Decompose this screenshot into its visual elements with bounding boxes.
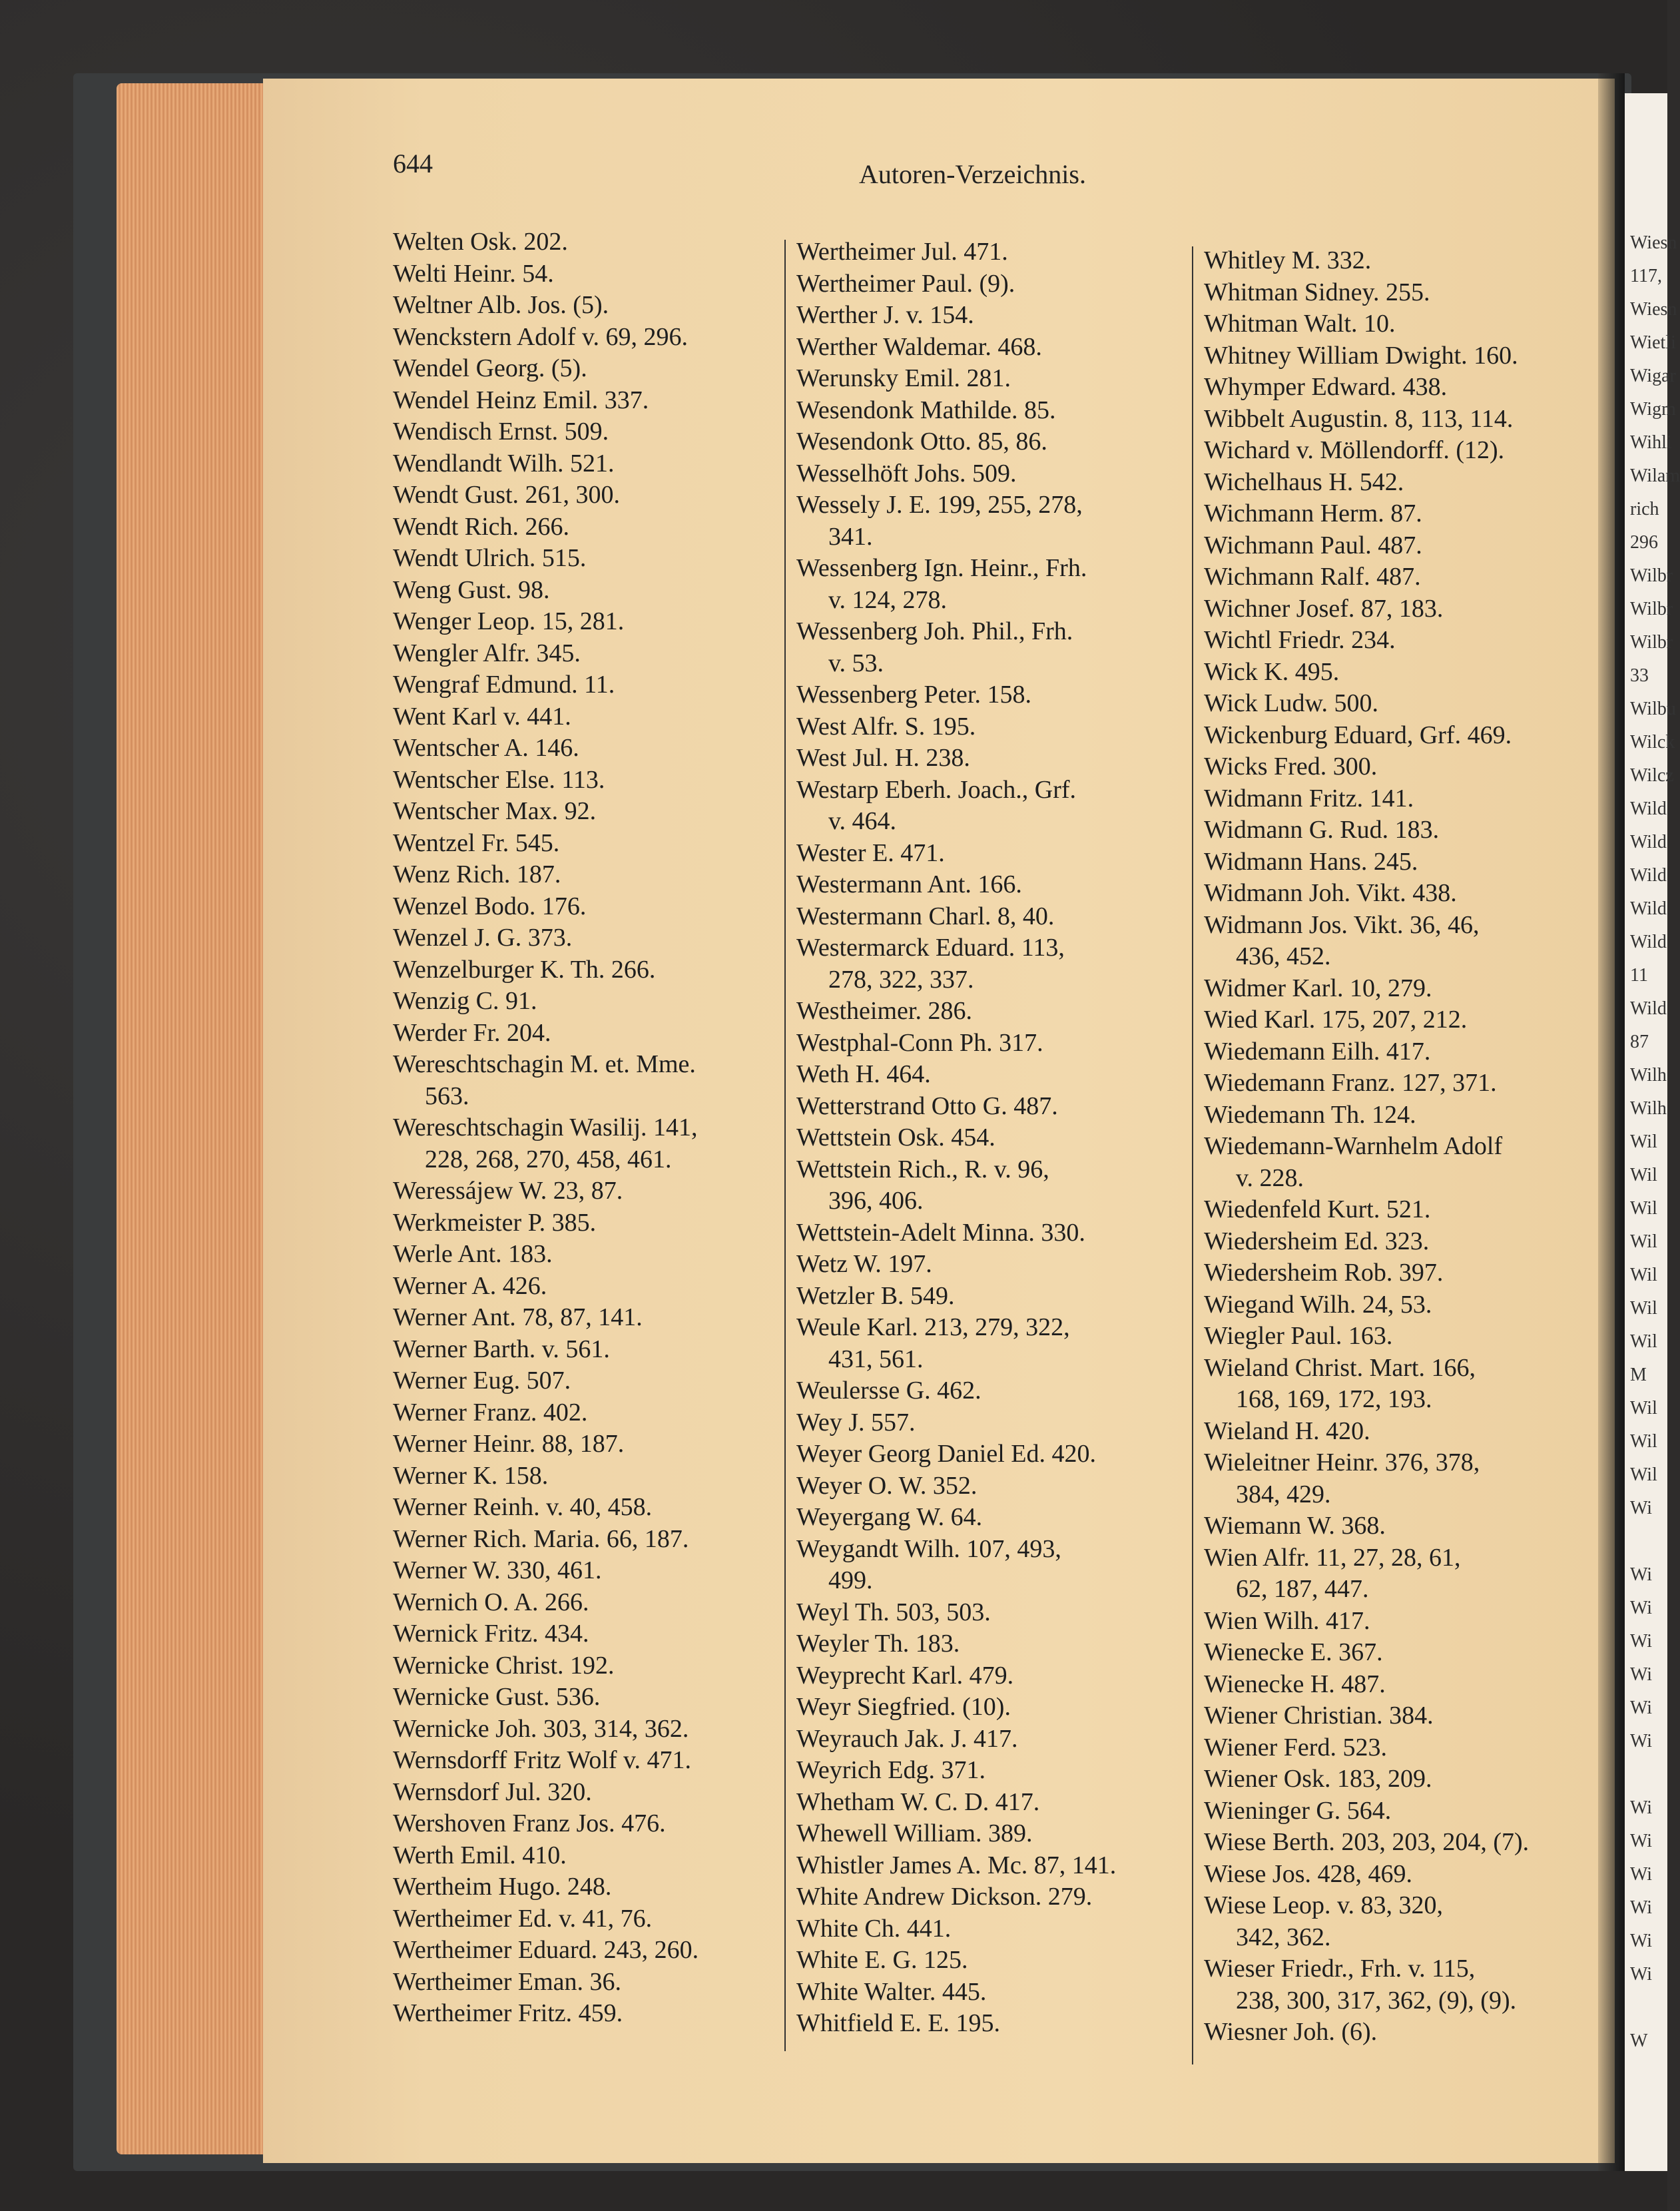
index-entry: Wiedemann-Warnhelm Adolf [1204, 1132, 1503, 1160]
index-entry: Werner Rich. Maria. 66, 187. [393, 1524, 689, 1553]
next-page-fragment: Wil [1630, 1431, 1657, 1452]
index-entry: Wiemann W. 368. [1204, 1512, 1386, 1540]
next-page-fragment: Wil [1630, 1331, 1657, 1352]
index-entry: Westermann Ant. 166. [796, 870, 1022, 898]
index-entry: Westphal-Conn Ph. 317. [796, 1028, 1043, 1057]
index-entry: Wien Alfr. 11, 27, 28, 61, [1204, 1543, 1461, 1572]
index-entry: Wertheimer Paul. (9). [796, 269, 1015, 298]
index-entry: Wieninger G. 564. [1204, 1796, 1392, 1825]
index-entry: Whymper Edward. 438. [1204, 373, 1448, 401]
next-page-fragment: Wilbu [1630, 699, 1676, 719]
index-entry: 238, 300, 317, 362, (9), (9). [1236, 1986, 1517, 2015]
index-entry: Weng Gust. 98. [393, 575, 550, 604]
index-entry: Wiedersheim Rob. 397. [1204, 1259, 1444, 1287]
index-entry: Wiener Ferd. 523. [1204, 1733, 1387, 1761]
index-entry: 563. [425, 1082, 469, 1110]
next-page-fragment: Wild [1630, 798, 1667, 819]
index-entry: Wienecke H. 487. [1204, 1670, 1386, 1698]
index-entry: Werner K. 158. [393, 1461, 549, 1490]
next-page-fragment: Wilam [1630, 466, 1680, 486]
index-entry: Wiener Christian. 384. [1204, 1702, 1434, 1730]
index-entry: Wiegler Paul. 163. [1204, 1322, 1393, 1350]
next-page-fragment: Wild [1630, 832, 1667, 852]
next-page-fragment: Wild [1630, 998, 1667, 1019]
index-entry: Widmann G. Rud. 183. [1204, 816, 1440, 844]
index-column-1 [393, 226, 766, 2030]
index-entry: Wesendonk Otto. 85, 86. [796, 428, 1047, 456]
next-page-fragment: Wilh [1630, 1098, 1667, 1119]
index-entry: 431, 561. [828, 1345, 924, 1373]
index-entry: Widmann Joh. Vikt. 438. [1204, 879, 1457, 907]
index-entry: Wiedemann Th. 124. [1204, 1100, 1416, 1129]
index-entry: Wendisch Ernst. 509. [393, 418, 609, 446]
index-entry: v. 228. [1236, 1163, 1304, 1192]
index-entry: Werner Franz. 402. [393, 1398, 588, 1426]
index-entry: Wichelhaus H. 542. [1204, 468, 1404, 496]
index-entry: Wettstein Osk. 454. [796, 1123, 995, 1151]
next-page-fragment: Wi [1630, 1931, 1653, 1951]
index-entry: v. 464. [828, 807, 897, 835]
index-entry: Wessenberg Peter. 158. [796, 681, 1031, 709]
index-entry: Wesendonk Mathilde. 85. [796, 396, 1056, 424]
index-entry: Weyprecht Karl. 479. [796, 1661, 1014, 1690]
index-entry: Werther Waldemar. 468. [796, 332, 1042, 361]
next-page-fragment: Wilh [1630, 1065, 1667, 1086]
index-entry: Whewell William. 389. [796, 1819, 1033, 1847]
next-page-fragment: Wi [1630, 1831, 1653, 1851]
index-entry: Wick K. 495. [1204, 657, 1340, 686]
next-page-fragment: M [1630, 1365, 1647, 1385]
index-entry: Wenzelburger K. Th. 266. [393, 955, 656, 984]
next-page-fragment: Wilbr [1630, 632, 1673, 653]
index-entry: Weth H. 464. [796, 1060, 931, 1088]
index-entry: Wied Karl. 175, 207, 212. [1204, 1006, 1468, 1034]
index-entry: Wernicke Gust. 536. [393, 1683, 601, 1711]
index-entry: v. 124, 278. [828, 585, 948, 614]
index-entry: Wichmann Paul. 487. [1204, 531, 1422, 559]
index-entry: Werle Ant. 183. [393, 1240, 553, 1268]
index-entry: Whistler James A. Mc. 87, 141. [796, 1851, 1117, 1879]
index-entry: White E. G. 125. [796, 1946, 968, 1974]
index-entry: Wetz W. 197. [796, 1250, 932, 1278]
index-entry: Weyl Th. 503, 503. [796, 1598, 991, 1626]
index-entry: 499. [828, 1566, 873, 1594]
next-page-fragment: Wil [1630, 1198, 1657, 1219]
next-page-fragment: Wil [1630, 1131, 1657, 1152]
next-page-fragment: Wi [1630, 1631, 1653, 1652]
index-entry: Werner Barth. v. 561. [393, 1335, 610, 1363]
index-entry: Wenger Leop. 15, 281. [393, 607, 625, 635]
index-entry: Whitman Walt. 10. [1204, 310, 1396, 338]
index-entry: Wichner Josef. 87, 183. [1204, 594, 1444, 623]
index-entry: Werner A. 426. [393, 1271, 547, 1300]
index-entry: Widmann Fritz. 141. [1204, 784, 1414, 812]
index-entry: Wessenberg Joh. Phil., Frh. [796, 617, 1073, 645]
index-entry: Wiese Leop. v. 83, 320, [1204, 1891, 1444, 1919]
index-entry: Werner Heinr. 88, 187. [393, 1430, 625, 1458]
index-entry: Weyrich Edg. 371. [796, 1756, 985, 1784]
index-entry: Weressájew W. 23, 87. [393, 1177, 623, 1205]
index-entry: Weyergang W. 64. [796, 1503, 983, 1531]
index-entry: Whitman Sidney. 255. [1204, 278, 1430, 306]
index-entry: Werder Fr. 204. [393, 1018, 551, 1047]
index-entry: Wester E. 471. [796, 838, 945, 867]
next-page-fragment: Wi [1630, 1731, 1653, 1751]
next-page-fragment: Wil [1630, 1231, 1657, 1252]
next-page-fragment: Wil [1630, 1265, 1657, 1285]
index-entry: Wiese Jos. 428, 469. [1204, 1859, 1412, 1888]
index-entry: Wieland Christ. Mart. 166, [1204, 1353, 1476, 1382]
index-entry: Welten Osk. 202. [393, 228, 568, 256]
index-entry: Wentzel Fr. 545. [393, 828, 560, 857]
index-entry: Welti Heinr. 54. [393, 259, 554, 288]
next-page-fragment: 117, [1630, 266, 1662, 286]
index-entry: Werner Ant. 78, 87, 141. [393, 1303, 643, 1331]
next-page-fragment: Wiesn [1630, 299, 1677, 320]
index-entry: Wernsdorff Fritz Wolf v. 471. [393, 1746, 692, 1774]
index-entry: Weule Karl. 213, 279, 322, [796, 1313, 1070, 1341]
index-entry: 396, 406. [828, 1187, 924, 1215]
index-entry: Wiedenfeld Kurt. 521. [1204, 1195, 1431, 1223]
index-entry: Weltner Alb. Jos. (5). [393, 291, 609, 319]
index-entry: Wiese Berth. 203, 203, 204, (7). [1204, 1828, 1530, 1856]
index-entry: Whitney William Dwight. 160. [1204, 341, 1518, 370]
next-page-fragment: Wilbr [1630, 565, 1673, 586]
index-entry: 168, 169, 172, 193. [1236, 1385, 1432, 1413]
index-entry: Weyler Th. 183. [796, 1630, 960, 1658]
next-page-fragment: Wi [1630, 1698, 1653, 1718]
next-page-fragment: 87 [1630, 1032, 1649, 1052]
next-page-fragment: Wilbr [1630, 599, 1673, 619]
next-page-fragment: Wi [1630, 1964, 1653, 1985]
index-entry: Went Karl v. 441. [393, 702, 571, 731]
next-page-fragments [1630, 226, 1680, 2131]
next-page-fragment: Wild [1630, 932, 1667, 952]
next-page-fragment: Wild [1630, 865, 1667, 886]
index-entry: Widmann Hans. 245. [1204, 847, 1418, 876]
index-entry: Wenckstern Adolf v. 69, 296. [393, 322, 689, 351]
index-entry: Wertheimer Fritz. 459. [393, 1999, 623, 2027]
index-entry: 62, 187, 447. [1236, 1575, 1369, 1603]
next-page-fragment: Wilcz [1630, 765, 1674, 786]
next-page-fragment: Wil [1630, 1165, 1657, 1185]
next-page-fragment: Wietli [1630, 332, 1676, 353]
index-entry: Whitley M. 332. [1204, 246, 1372, 274]
index-entry: Wien Wilh. 417. [1204, 1606, 1370, 1635]
next-page-fragment: Wi [1630, 1564, 1653, 1585]
index-entry: 341. [828, 522, 873, 551]
next-page-fragment: Wil [1630, 1398, 1657, 1419]
index-entry: Wiesner Joh. (6). [1204, 2018, 1378, 2046]
index-entry: Werther J. v. 154. [796, 301, 974, 329]
index-entry: Wiener Osk. 183, 209. [1204, 1765, 1432, 1793]
index-entry: Wettstein-Adelt Minna. 330. [796, 1218, 1085, 1247]
index-entry: Wetzler B. 549. [796, 1281, 955, 1310]
index-entry: Wicks Fred. 300. [1204, 753, 1378, 781]
index-entry: Wershoven Franz Jos. 476. [393, 1809, 666, 1837]
index-entry: Wiedersheim Ed. 323. [1204, 1227, 1430, 1255]
index-entry: Wenz Rich. 187. [393, 860, 561, 888]
index-entry: Wendel Heinz Emil. 337. [393, 386, 649, 414]
page-number: 644 [393, 149, 433, 178]
next-page-fragment: rich [1630, 499, 1659, 519]
index-entry: Wertheimer Jul. 471. [796, 238, 1008, 266]
index-entry: 228, 268, 270, 458, 461. [425, 1145, 672, 1173]
next-page-fragment [1630, 1525, 1667, 1558]
next-page-fragment: Wil [1630, 1464, 1657, 1485]
index-entry: Werner Reinh. v. 40, 458. [393, 1493, 653, 1521]
index-entry: Wettstein Rich., R. v. 96, [796, 1155, 1049, 1183]
index-entry: Westarp Eberh. Joach., Grf. [796, 775, 1077, 804]
next-page-fragment: 33 [1630, 665, 1649, 686]
index-entry: Wick Ludw. 500. [1204, 689, 1378, 717]
index-entry: Wentscher A. 146. [393, 734, 579, 762]
running-head: Autoren-Verzeichnis. [859, 159, 1086, 189]
index-entry: White Ch. 441. [796, 1914, 952, 1943]
index-entry: 436, 452. [1236, 942, 1331, 970]
index-entry: Wienecke E. 367. [1204, 1638, 1383, 1666]
index-entry: Wenzel Bodo. 176. [393, 892, 587, 920]
index-entry: Westheimer. 286. [796, 997, 972, 1025]
next-page-fragment: Wi [1630, 1797, 1653, 1818]
column-rule-1 [784, 240, 786, 2051]
next-page-fragment: Wihli [1630, 432, 1672, 453]
index-entry: Weulersse G. 462. [796, 1377, 981, 1405]
index-entry: Whitfield E. E. 195. [796, 2009, 1001, 2037]
index-entry: Weygandt Wilh. 107, 493, [796, 1534, 1061, 1563]
column-rule-2 [1192, 246, 1193, 2064]
next-page-fragment: W [1630, 2031, 1648, 2051]
index-entry: Werner Eug. 507. [393, 1367, 571, 1395]
next-page-fragment: Wiesn [1630, 232, 1677, 253]
index-entry: Wernicke Christ. 192. [393, 1651, 615, 1680]
page-edges [117, 83, 276, 2154]
next-page-fragment: Wi [1630, 1598, 1653, 1618]
index-column-2 [796, 236, 1176, 2040]
index-entry: Wenzig C. 91. [393, 987, 537, 1015]
index-entry: Wichmann Herm. 87. [1204, 499, 1422, 527]
index-entry: Westermann Charl. 8, 40. [796, 902, 1055, 930]
index-entry: Wertheimer Eman. 36. [393, 1967, 622, 1996]
index-entry: Wernsdorf Jul. 320. [393, 1777, 592, 1806]
next-page-fragment: Wigm [1630, 399, 1676, 420]
index-entry: Wiegand Wilh. 24, 53. [1204, 1290, 1432, 1319]
index-entry: White Walter. 445. [796, 1977, 987, 2006]
index-entry: Wentscher Else. 113. [393, 765, 605, 794]
index-entry: Wieland H. 420. [1204, 1417, 1370, 1445]
index-entry: West Alfr. S. 195. [796, 712, 976, 741]
index-entry: Wertheimer Eduard. 243, 260. [393, 1936, 699, 1964]
index-entry: Wentscher Max. 92. [393, 797, 597, 825]
index-entry: Widmer Karl. 10, 279. [1204, 974, 1432, 1002]
index-entry: Wichmann Ralf. 487. [1204, 563, 1421, 591]
index-entry: Werner W. 330, 461. [393, 1556, 602, 1584]
index-entry: Wertheimer Ed. v. 41, 76. [393, 1904, 653, 1933]
index-entry: Wessely J. E. 199, 255, 278, [796, 491, 1083, 519]
index-entry: v. 53. [828, 649, 884, 677]
index-entry: Wickenburg Eduard, Grf. 469. [1204, 721, 1512, 749]
index-entry: Wichard v. Möllendorff. (12). [1204, 436, 1505, 464]
next-page-fragment: 296 [1630, 532, 1658, 553]
index-entry: Wendt Gust. 261, 300. [393, 481, 621, 509]
index-entry: Wendel Georg. (5). [393, 354, 587, 382]
index-entry: Wernicke Joh. 303, 314, 362. [393, 1714, 689, 1743]
next-page-fragment: Wil [1630, 1298, 1657, 1319]
index-entry: Wey J. 557. [796, 1408, 916, 1436]
index-entry: 278, 322, 337. [828, 965, 974, 994]
next-page-fragment [1630, 1991, 1667, 2025]
index-entry: Westermarck Eduard. 113, [796, 934, 1065, 962]
index-entry: Wetterstrand Otto G. 487. [796, 1092, 1058, 1120]
index-entry: Wieser Friedr., Frh. v. 115, [1204, 1955, 1476, 1983]
index-entry: Werkmeister P. 385. [393, 1208, 597, 1237]
index-entry: Wenzel J. G. 373. [393, 924, 573, 952]
index-entry: Weyr Siegfried. (10). [796, 1693, 1011, 1721]
index-entry: 342, 362. [1236, 1923, 1331, 1951]
index-entry: Wertheim Hugo. 248. [393, 1873, 612, 1901]
index-entry: Wernick Fritz. 434. [393, 1620, 589, 1648]
index-entry: Wernich O. A. 266. [393, 1588, 589, 1616]
index-entry: Wendt Ulrich. 515. [393, 544, 587, 572]
index-entry: West Jul. H. 238. [796, 744, 970, 772]
index-entry: Werunsky Emil. 281. [796, 364, 1011, 392]
next-page-fragment: Wi [1630, 1664, 1653, 1685]
next-page-fragment: Wi [1630, 1498, 1653, 1518]
index-entry: Wiedemann Eilh. 417. [1204, 1037, 1431, 1066]
index-entry: Wibbelt Augustin. 8, 113, 114. [1204, 404, 1514, 433]
index-entry: Widmann Jos. Vikt. 36, 46, [1204, 910, 1480, 939]
index-entry: Wiedemann Franz. 127, 371. [1204, 1069, 1497, 1097]
index-entry: Weyrauch Jak. J. 417. [796, 1724, 1018, 1753]
next-page-fragment: Wigar [1630, 366, 1676, 386]
next-page-fragment [1630, 1758, 1667, 1791]
index-entry: Wendlandt Wilh. 521. [393, 449, 615, 477]
index-entry: Wereschtschagin M. et. Mme. [393, 1050, 696, 1078]
index-entry: White Andrew Dickson. 279. [796, 1883, 1093, 1911]
index-entry: Wereschtschagin Wasilij. 141, [393, 1113, 698, 1141]
index-entry: Weyer Georg Daniel Ed. 420. [796, 1440, 1096, 1468]
index-entry: Wendt Rich. 266. [393, 512, 570, 541]
index-entry: Werth Emil. 410. [393, 1841, 567, 1869]
index-entry: 384, 429. [1236, 1480, 1331, 1508]
index-entry: Wengraf Edmund. 11. [393, 671, 615, 699]
next-page-fragment: Wi [1630, 1897, 1653, 1918]
index-column-3 [1204, 245, 1603, 2049]
index-entry: Wieleitner Heinr. 376, 378, [1204, 1448, 1480, 1476]
index-entry: Whetham W. C. D. 417. [796, 1787, 1040, 1816]
index-entry: Wengler Alfr. 345. [393, 639, 581, 667]
next-page-fragment: Wi [1630, 1864, 1653, 1885]
index-entry: Wessenberg Ign. Heinr., Frh. [796, 554, 1087, 582]
next-page-fragment: 11 [1630, 965, 1648, 986]
index-entry: Wichtl Friedr. 234. [1204, 626, 1396, 654]
index-entry: Weyer O. W. 352. [796, 1471, 978, 1500]
index-entry: Wesselhöft Johs. 509. [796, 459, 1017, 487]
next-page-fragment: Wild [1630, 898, 1667, 919]
next-page-fragment: Wilck [1630, 732, 1675, 753]
